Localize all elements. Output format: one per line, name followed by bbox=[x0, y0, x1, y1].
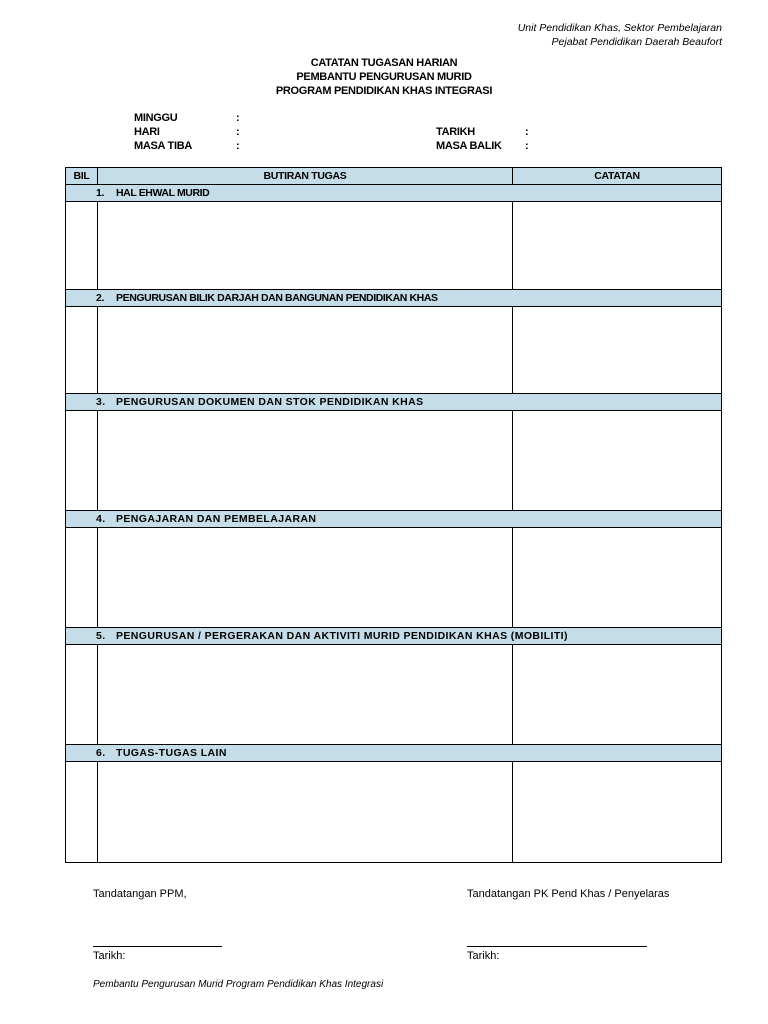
bil-cell[interactable] bbox=[66, 528, 98, 628]
sign-label-pk: Tandatangan PK Pend Khas / Penyelaras bbox=[467, 888, 670, 900]
colon-masa-tiba: : bbox=[236, 140, 240, 152]
catatan-cell[interactable] bbox=[513, 645, 722, 745]
colon-tarikh: : bbox=[525, 126, 529, 138]
section-row-4 bbox=[66, 511, 722, 528]
section-row-3 bbox=[66, 394, 722, 411]
catatan-cell[interactable] bbox=[513, 762, 722, 863]
butiran-cell[interactable] bbox=[98, 202, 513, 290]
butiran-cell[interactable] bbox=[98, 307, 513, 394]
catatan-cell[interactable] bbox=[513, 411, 722, 511]
section-row-1 bbox=[66, 185, 722, 202]
bil-cell[interactable] bbox=[66, 411, 98, 511]
date-label-pk: Tarikh: bbox=[467, 950, 500, 962]
butiran-cell[interactable] bbox=[98, 528, 513, 628]
header-office: Pejabat Pendidikan Daerah Beaufort bbox=[551, 36, 722, 48]
colon-masa-balik: : bbox=[525, 140, 529, 152]
section-row-2 bbox=[66, 290, 722, 307]
section-number: 1. bbox=[96, 187, 104, 199]
catatan-cell[interactable] bbox=[513, 202, 722, 290]
label-masa-balik: MASA BALIK bbox=[436, 140, 502, 152]
section-row-5 bbox=[66, 628, 722, 645]
label-minggu: MINGGU bbox=[134, 112, 178, 124]
header-bil: BIL bbox=[66, 168, 98, 185]
colon-minggu: : bbox=[236, 112, 240, 124]
section-row-6 bbox=[66, 745, 722, 762]
header-butiran-tugas: BUTIRAN TUGAS bbox=[98, 168, 513, 185]
bil-cell[interactable] bbox=[66, 202, 98, 290]
section-title: HAL EHWAL MURID bbox=[116, 187, 210, 199]
section-number: 2. bbox=[96, 292, 104, 304]
section-title: PENGURUSAN BILIK DARJAH DAN BANGUNAN PENDIDIKAN KHAS bbox=[116, 292, 438, 304]
title-line-2: PEMBANTU PENGURUSAN MURID bbox=[296, 71, 472, 83]
entry-row-4 bbox=[66, 528, 722, 628]
butiran-cell[interactable] bbox=[98, 762, 513, 863]
footer-note: Pembantu Pengurusan Murid Program Pendidikan Khas Integrasi bbox=[93, 979, 384, 990]
signature-line-ppm bbox=[93, 946, 222, 947]
signature-line-pk bbox=[467, 946, 647, 947]
label-hari: HARI bbox=[134, 126, 160, 138]
task-table bbox=[65, 167, 722, 863]
entry-row-3 bbox=[66, 411, 722, 511]
date-label-ppm: Tarikh: bbox=[93, 950, 126, 962]
entry-row-1 bbox=[66, 202, 722, 290]
catatan-cell[interactable] bbox=[513, 307, 722, 394]
title-line-1: CATATAN TUGASAN HARIAN bbox=[310, 57, 458, 69]
butiran-cell[interactable] bbox=[98, 411, 513, 511]
entry-row-6 bbox=[66, 762, 722, 863]
entry-row-5 bbox=[66, 645, 722, 745]
header-unit: Unit Pendidikan Khas, Sektor Pembelajaran bbox=[517, 22, 722, 34]
header-catatan: CATATAN bbox=[513, 168, 722, 185]
label-tarikh: TARIKH bbox=[436, 126, 475, 138]
section-number: 4. bbox=[96, 513, 106, 525]
colon-hari: : bbox=[236, 126, 240, 138]
document-header bbox=[518, 21, 722, 49]
bil-cell[interactable] bbox=[66, 762, 98, 863]
catatan-cell[interactable] bbox=[513, 528, 722, 628]
table-header-row bbox=[66, 168, 722, 185]
title-line-3: PROGRAM PENDIDIKAN KHAS INTEGRASI bbox=[275, 85, 493, 97]
entry-row-2 bbox=[66, 307, 722, 394]
label-masa-tiba: MASA TIBA bbox=[134, 140, 192, 152]
document-title bbox=[0, 56, 768, 98]
section-title: PENGURUSAN DOKUMEN DAN STOK PENDIDIKAN KHAS bbox=[116, 396, 424, 408]
butiran-cell[interactable] bbox=[98, 645, 513, 745]
bil-cell[interactable] bbox=[66, 645, 98, 745]
bil-cell[interactable] bbox=[66, 307, 98, 394]
section-number: 3. bbox=[96, 396, 106, 408]
section-title: PENGURUSAN / PERGERAKAN DAN AKTIVITI MURID PENDIDIKAN KHAS (MOBILITI) bbox=[116, 630, 568, 642]
section-number: 6. bbox=[96, 747, 106, 759]
section-title: PENGAJARAN DAN PEMBELAJARAN bbox=[116, 513, 317, 525]
section-number: 5. bbox=[96, 630, 106, 642]
section-title: TUGAS-TUGAS LAIN bbox=[116, 747, 227, 759]
sign-label-ppm: Tandatangan PPM, bbox=[93, 888, 187, 900]
